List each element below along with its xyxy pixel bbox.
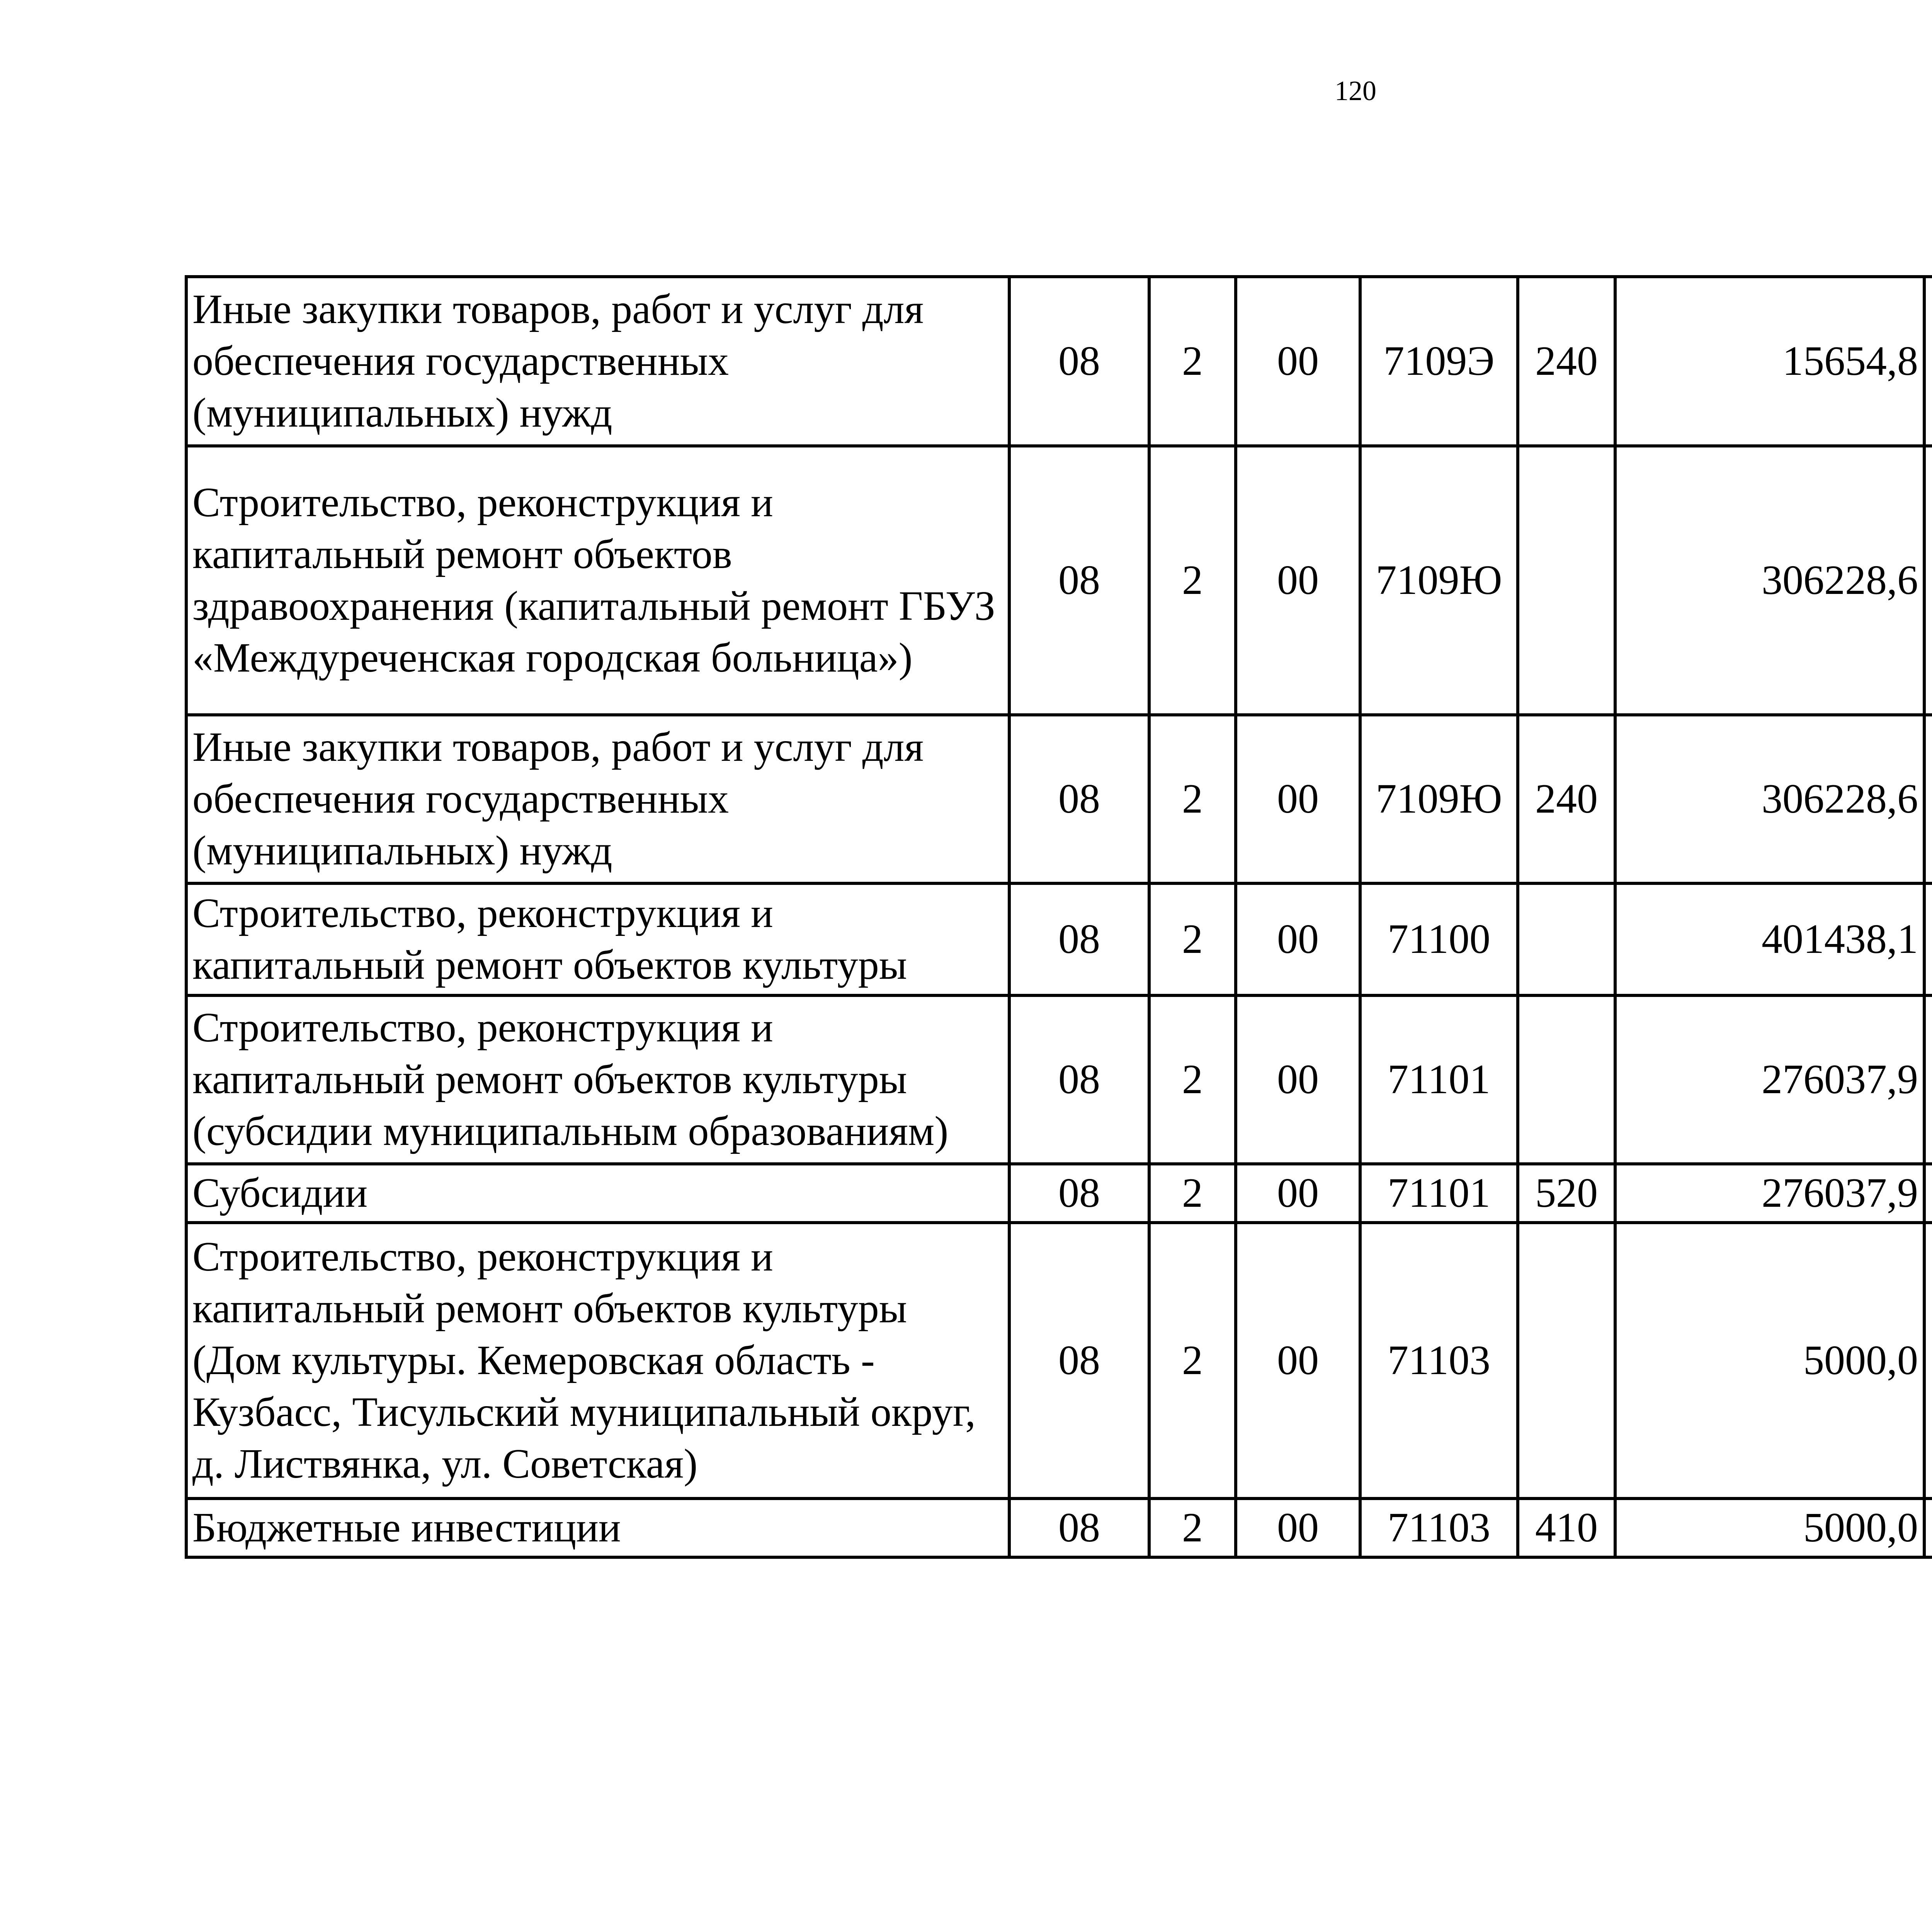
section-code-cell: 08 xyxy=(1009,715,1149,883)
program-code-cell: 2 xyxy=(1149,883,1236,995)
amount-cell-2 xyxy=(1924,446,1932,715)
direction-code-cell: 71101 xyxy=(1360,1164,1518,1223)
direction-code-cell: 71103 xyxy=(1360,1223,1518,1499)
direction-code-cell: 71103 xyxy=(1360,1499,1518,1557)
amount-cell-2 xyxy=(1924,883,1932,995)
subprogram-code-cell: 00 xyxy=(1236,883,1360,995)
amount-cell-2 xyxy=(1924,715,1932,883)
row-name-cell: Строительство, реконструкция и капитальный ремонт объектов культуры (Дом культуры. Кемеровская область - Кузбасс, Тисульский муниципальный округ, д. Листвянка, ул. Советская) xyxy=(186,1223,1009,1499)
section-code-cell: 08 xyxy=(1009,277,1149,446)
amount-cell-1: 15654,8 xyxy=(1615,277,1924,446)
table-row xyxy=(186,1164,1932,1223)
section-code-cell: 08 xyxy=(1009,995,1149,1164)
table-row xyxy=(186,883,1932,995)
expense-type-cell xyxy=(1518,995,1615,1164)
table-row xyxy=(186,995,1932,1164)
expense-type-cell: 240 xyxy=(1518,715,1615,883)
subprogram-code-cell: 00 xyxy=(1236,1223,1360,1499)
row-name-cell: Строительство, реконструкция и капитальный ремонт объектов культуры xyxy=(186,883,1009,995)
program-code-cell: 2 xyxy=(1149,277,1236,446)
expense-type-cell: 520 xyxy=(1518,1164,1615,1223)
row-name-cell: Строительство, реконструкция и капитальный ремонт объектов здравоохранения (капитальный ремонт ГБУЗ «Междуреченская городская больница») xyxy=(186,446,1009,715)
table-row xyxy=(186,277,1932,446)
table-row xyxy=(186,715,1932,883)
expense-type-cell: 240 xyxy=(1518,277,1615,446)
amount-cell-2 xyxy=(1924,1499,1932,1557)
amount-cell-1: 5000,0 xyxy=(1615,1223,1924,1499)
subprogram-code-cell: 00 xyxy=(1236,1499,1360,1557)
row-name-cell: Иные закупки товаров, работ и услуг для обеспечения государственных (муниципальных) нужд xyxy=(186,715,1009,883)
subprogram-code-cell: 00 xyxy=(1236,446,1360,715)
amount-cell-1: 401438,1 xyxy=(1615,883,1924,995)
section-code-cell: 08 xyxy=(1009,1499,1149,1557)
direction-code-cell: 7109Ю xyxy=(1360,715,1518,883)
expense-type-cell xyxy=(1518,1223,1615,1499)
page-number: 120 xyxy=(1335,75,1376,106)
expense-type-cell xyxy=(1518,883,1615,995)
amount-cell-2 xyxy=(1924,277,1932,446)
direction-code-cell: 71101 xyxy=(1360,995,1518,1164)
program-code-cell: 2 xyxy=(1149,715,1236,883)
row-name-cell: Строительство, реконструкция и капитальный ремонт объектов культуры (субсидии муниципальным образованиям) xyxy=(186,995,1009,1164)
program-code-cell: 2 xyxy=(1149,995,1236,1164)
table-row xyxy=(186,1499,1932,1557)
subprogram-code-cell: 00 xyxy=(1236,1164,1360,1223)
section-code-cell: 08 xyxy=(1009,1223,1149,1499)
section-code-cell: 08 xyxy=(1009,446,1149,715)
amount-cell-1: 306228,6 xyxy=(1615,715,1924,883)
direction-code-cell: 71100 xyxy=(1360,883,1518,995)
row-name-cell: Бюджетные инвестиции xyxy=(186,1499,1009,1557)
expense-type-cell xyxy=(1518,446,1615,715)
amount-cell-2 xyxy=(1924,1164,1932,1223)
row-name-cell: Субсидии xyxy=(186,1164,1009,1223)
program-code-cell: 2 xyxy=(1149,446,1236,715)
row-name-cell: Иные закупки товаров, работ и услуг для обеспечения государственных (муниципальных) нужд xyxy=(186,277,1009,446)
amount-cell-1: 306228,6 xyxy=(1615,446,1924,715)
budget-table xyxy=(185,275,1932,1559)
program-code-cell: 2 xyxy=(1149,1499,1236,1557)
section-code-cell: 08 xyxy=(1009,1164,1149,1223)
subprogram-code-cell: 00 xyxy=(1236,995,1360,1164)
amount-cell-1: 5000,0 xyxy=(1615,1499,1924,1557)
table-row xyxy=(186,1223,1932,1499)
program-code-cell: 2 xyxy=(1149,1223,1236,1499)
program-code-cell: 2 xyxy=(1149,1164,1236,1223)
section-code-cell: 08 xyxy=(1009,883,1149,995)
amount-cell-2 xyxy=(1924,1223,1932,1499)
expense-type-cell: 410 xyxy=(1518,1499,1615,1557)
amount-cell-2 xyxy=(1924,995,1932,1164)
amount-cell-1: 276037,9 xyxy=(1615,1164,1924,1223)
direction-code-cell: 7109Ю xyxy=(1360,446,1518,715)
direction-code-cell: 7109Э xyxy=(1360,277,1518,446)
table-row xyxy=(186,446,1932,715)
subprogram-code-cell: 00 xyxy=(1236,715,1360,883)
subprogram-code-cell: 00 xyxy=(1236,277,1360,446)
amount-cell-1: 276037,9 xyxy=(1615,995,1924,1164)
